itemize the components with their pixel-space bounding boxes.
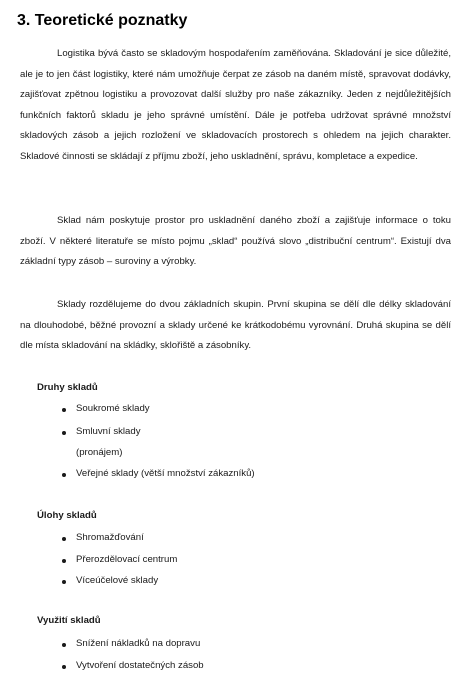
- list-item: Soukromé sklady: [76, 403, 150, 414]
- list-item: Shromažďování: [76, 532, 144, 543]
- section-title: Úlohy skladů: [37, 510, 97, 521]
- list-item: Smluvní sklady: [76, 426, 141, 437]
- list-item: Snížení nákladků na dopravu: [76, 638, 201, 649]
- list-item-continuation: (pronájem): [76, 447, 123, 458]
- bullet-icon: [62, 580, 66, 584]
- paragraph-logistics: Logistika bývá často se skladovým hospodařením zaměňována. Skladování je sice důležité, ale je to jen část logistiky, které nám umožňuje čerpat ze zásob na daném místě, spravovat dodávky, zajišťovat zpětnou logistiku a provozovat další služby pro naše zákazníky. Jeden z nejdůležitějších funkčních faktorů skladu je jeho správné umístění. Dále je potřeba udržovat správné množství skladových zásob a jejich rozložení ve skladovacích prostorech s ohledem na jejich charakter. Skladové činnosti se skládají z příjmu zboží, jeho uskladnění, správu, kompletace a expedice.: [20, 48, 451, 162]
- paragraph-warehouse-groups: Sklady rozdělujeme do dvou základních skupin. První skupina se dělí dle délky skladování na dlouhodobé, běžné provozní a sklady určené ke krátkodobému vyrovnání. Druhá skupina se dělí dle místa skladování na skládky, sklořiště a zásobníky.: [20, 299, 451, 352]
- section-title: Druhy skladů: [37, 382, 98, 393]
- list-item: Vytvoření dostatečných zásob: [76, 660, 204, 671]
- bullet-icon: [62, 473, 66, 477]
- bullet-icon: [62, 665, 66, 669]
- bullet-icon: [62, 643, 66, 647]
- paragraph-warehouse: Sklad nám poskytuje prostor pro uskladnění daného zboží a zajišťuje informace o toku zboží. V některé literatuře se místo pojmu „sklad“ používá slovo „distribuční centrum“. Existují dva základní typy zásob – suroviny a výrobky.: [20, 215, 451, 268]
- bullet-icon: [62, 408, 66, 412]
- list-item: Veřejné sklady (větší množství zákazníků): [76, 468, 255, 479]
- bullet-icon: [62, 559, 66, 563]
- list-item: Víceúčelové sklady: [76, 575, 159, 586]
- section-heading: 3. Teoretické poznatky: [17, 12, 188, 29]
- bullet-icon: [62, 431, 66, 435]
- list-item: Přerozdělovací centrum: [76, 554, 178, 565]
- section-title: Využití skladů: [37, 615, 101, 626]
- bullet-icon: [62, 537, 66, 541]
